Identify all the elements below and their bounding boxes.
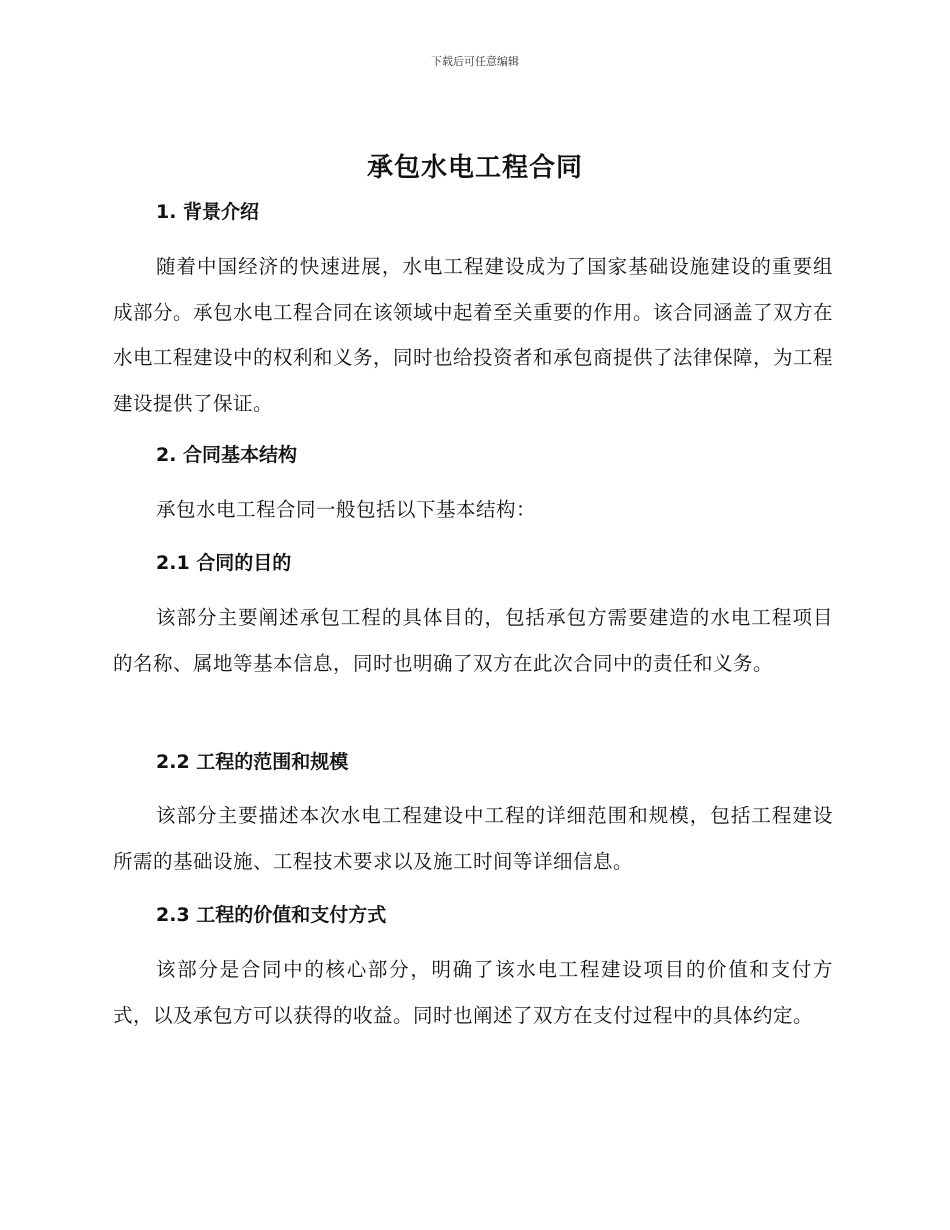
document-title: 承包水电工程合同 bbox=[366, 153, 583, 183]
section-heading-scope: 2.2 工程的范围和规模 bbox=[156, 751, 349, 773]
section-heading-structure: 2. 合同基本结构 bbox=[156, 444, 298, 466]
section-paragraph-background: 随着中国经济的快速进展，水电工程建设成为了国家基础设施建设的重要组成部分。承包水电工程合同在该领域中起着至关重要的作用。该合同涵盖了双方在水电工程建设中的权利和义务，同时也给投资者和承包商提供了法律保障，为工程建设提供了保证。 bbox=[113, 255, 834, 415]
section-paragraph-scope: 该部分主要描述本次水电工程建设中工程的详细范围和规模，包括工程建设所需的基础设施、工程技术要求以及施工时间等详细信息。 bbox=[113, 804, 833, 873]
page-header: 下载后可任意编辑 bbox=[431, 55, 519, 68]
section-heading-background: 1. 背景介绍 bbox=[156, 201, 260, 223]
section-paragraph-structure: 承包水电工程合同一般包括以下基本结构： bbox=[156, 498, 537, 521]
section-paragraph-purpose: 该部分主要阐述承包工程的具体目的，包括承包方需要建造的水电工程项目的名称、属地等基本信息，同时也明确了双方在此次合同中的责任和义务。 bbox=[113, 606, 833, 675]
section-heading-value-payment: 2.3 工程的价值和支付方式 bbox=[156, 904, 387, 926]
section-heading-purpose: 2.1 合同的目的 bbox=[156, 552, 292, 574]
section-paragraph-value-payment: 该部分是合同中的核心部分，明确了该水电工程建设项目的价值和支付方式，以及承包方可以获得的收益。同时也阐述了双方在支付过程中的具体约定。 bbox=[113, 958, 833, 1027]
